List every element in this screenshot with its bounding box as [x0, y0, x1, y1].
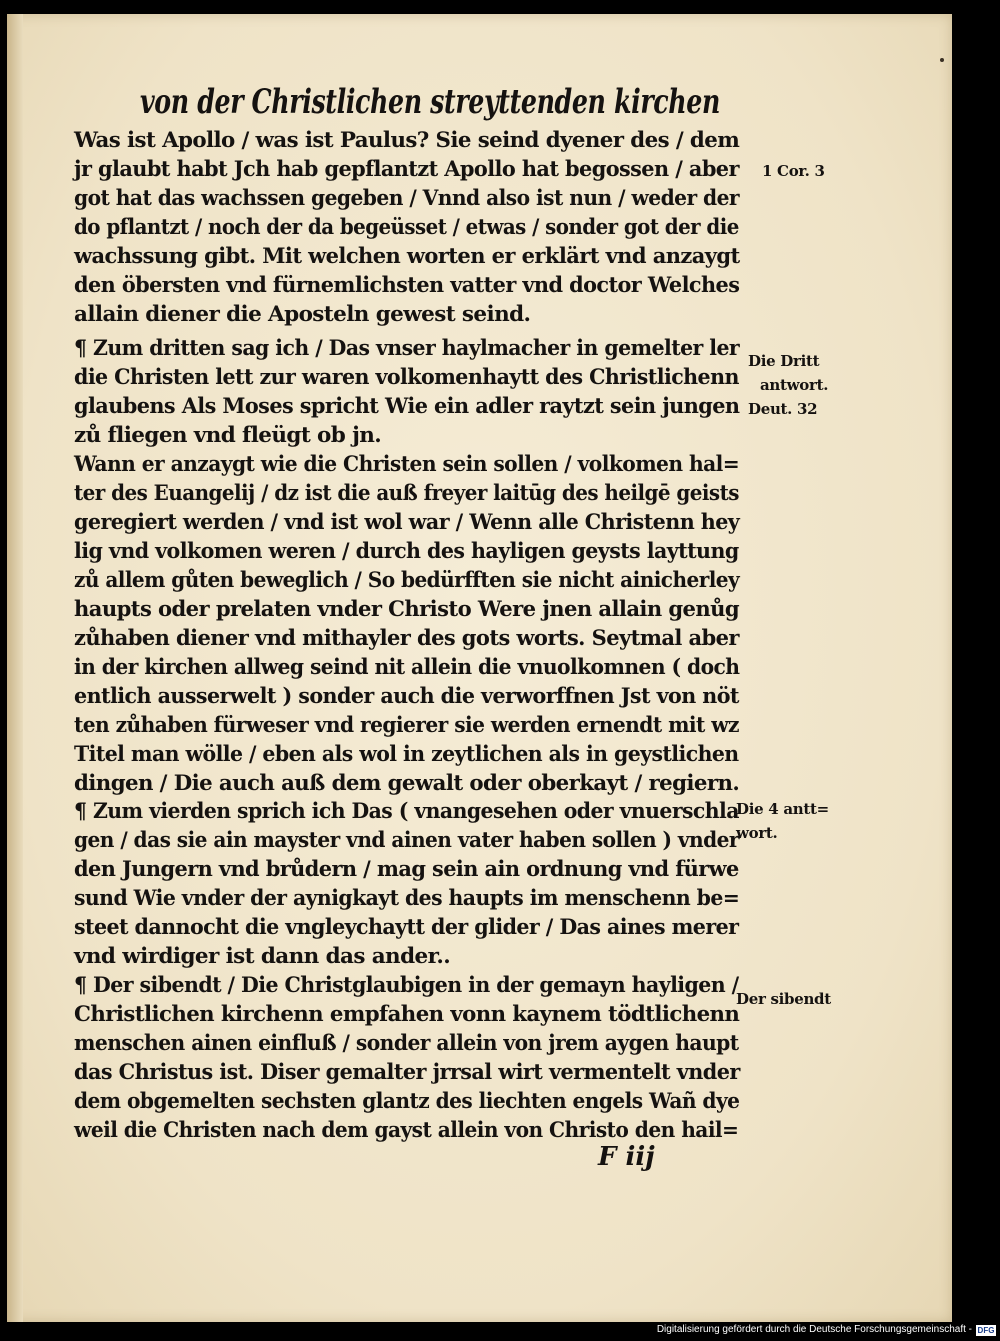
text-line: dem obgemelten sechsten glantz des liechten engels Wañ dye: [74, 1089, 740, 1114]
text-line: lig vnd volkomen weren / durch des hayligen geysts layttung: [74, 539, 739, 564]
text-line: ten zůhaben fürweser vnd regierer sie werden ernendt mit wz: [74, 713, 739, 738]
text-line: ter des Euangelij / dz ist die auß freyer laitūg des heilgē geists: [74, 481, 739, 506]
text-line: allain diener die Aposteln gewest seind.: [74, 302, 531, 327]
margin-note-wort: wort.: [736, 824, 778, 842]
text-line: dingen / Die auch auß dem gewalt oder oberkayt / regiern.: [74, 771, 740, 796]
text-line: ¶ Der sibendt / Die Christglaubigen in der gemayn hayligen /: [74, 973, 739, 998]
text-line: ¶ Zum vierden sprich ich Das ( vnangesehen oder vnuerschla: [74, 799, 739, 824]
text-line: das Christus ist. Diser gemalter jrrsal wirt vermentelt vnder: [74, 1060, 740, 1085]
text-line: wachssung gibt. Mit welchen worten er erklärt vnd anzaygt: [74, 244, 740, 269]
text-line: geregiert werden / vnd ist wol war / Wenn alle Christenn hey: [74, 510, 740, 535]
text-line: zů fliegen vnd fleügt ob jn.: [74, 423, 382, 448]
text-line: glaubens Als Moses spricht Wie ein adler raytzt sein jungen: [74, 394, 740, 419]
text-line: Wann er anzaygt wie die Christen sein sollen / volkomen hal=: [74, 452, 740, 477]
margin-note-die-dritt: Die Dritt: [748, 352, 820, 370]
text-line: steet dannocht die vngleychaytt der glider / Das aines merer: [74, 915, 739, 940]
text-line: vnd wirdiger ist dann das ander..: [74, 944, 451, 969]
text-line: in der kirchen allweg seind nit allein die vnuolkomnen ( doch: [74, 655, 740, 680]
dfg-logo: DFG: [977, 1326, 995, 1335]
text-line: got hat das wachssen gegeben / Vnnd also ist nun / weder der: [74, 186, 740, 211]
text-line: den öbersten vnd fürnemlichsten vatter vnd doctor Welches: [74, 273, 740, 298]
text-line: do pflantzt / noch der da begeüsset / etwas / sonder got der die: [74, 215, 739, 240]
text-line: zů allem gůten beweglich / So bedürfften sie nicht ainicherley: [74, 568, 740, 593]
text-line: Titel man wölle / eben als wol in zeytlichen als in geystlichen: [74, 742, 739, 767]
margin-note-deut: Deut. 32: [748, 400, 818, 418]
text-line: die Christen lett zur waren volkomenhaytt des Christlichenn: [74, 365, 739, 390]
margin-note-sibendt: Der sibendt: [736, 990, 831, 1008]
text-line: menschen ainen einfluß / sonder allein von jrem aygen haupt: [74, 1031, 739, 1056]
text-line: Was ist Apollo / was ist Paulus? Sie seind dyener des / dem: [74, 128, 740, 153]
text-line: gen / das sie ain mayster vnd ainen vater haben sollen ) vnder: [74, 828, 739, 853]
page-speck: [940, 58, 944, 62]
text-line: weil die Christen nach dem gayst allein von Christo den hail=: [74, 1118, 739, 1143]
digitization-credit: Digitalisierung gefördert durch die Deutsche Forschungsgemeinschaft -: [656, 1324, 972, 1335]
margin-note-die-4: Die 4 antt=: [736, 800, 829, 818]
text-line: haupts oder prelaten vnder Christo Were jnen allain genůg: [74, 597, 740, 622]
text-line: sund Wie vnder der aynigkayt des haupts im menschenn be=: [74, 886, 740, 911]
text-line: entlich ausserwelt ) sonder auch die verworffnen Jst von nöt: [74, 684, 739, 709]
signature-mark: F iij: [598, 1142, 655, 1172]
margin-note-cor: 1 Cor. 3: [762, 162, 825, 180]
page-gutter: [7, 14, 23, 1322]
text-line: Christlichen kirchenn empfahen vonn kaynem tödtlichenn: [74, 1002, 740, 1027]
text-line: zůhaben diener vnd mithayler des gots worts. Seytmal aber: [74, 626, 739, 651]
text-line: ¶ Zum dritten sag ich / Das vnser haylmacher in gemelter ler: [74, 336, 740, 361]
text-line: den Jungern vnd brůdern / mag sein ain ordnung vnd fürwe: [74, 857, 739, 882]
text-line: jr glaubt habt Jch hab gepflantzt Apollo hat begossen / aber: [74, 157, 739, 182]
running-head: von der Christlichen streyttenden kirchen: [140, 82, 720, 122]
margin-note-antwort: antwort.: [760, 376, 829, 394]
